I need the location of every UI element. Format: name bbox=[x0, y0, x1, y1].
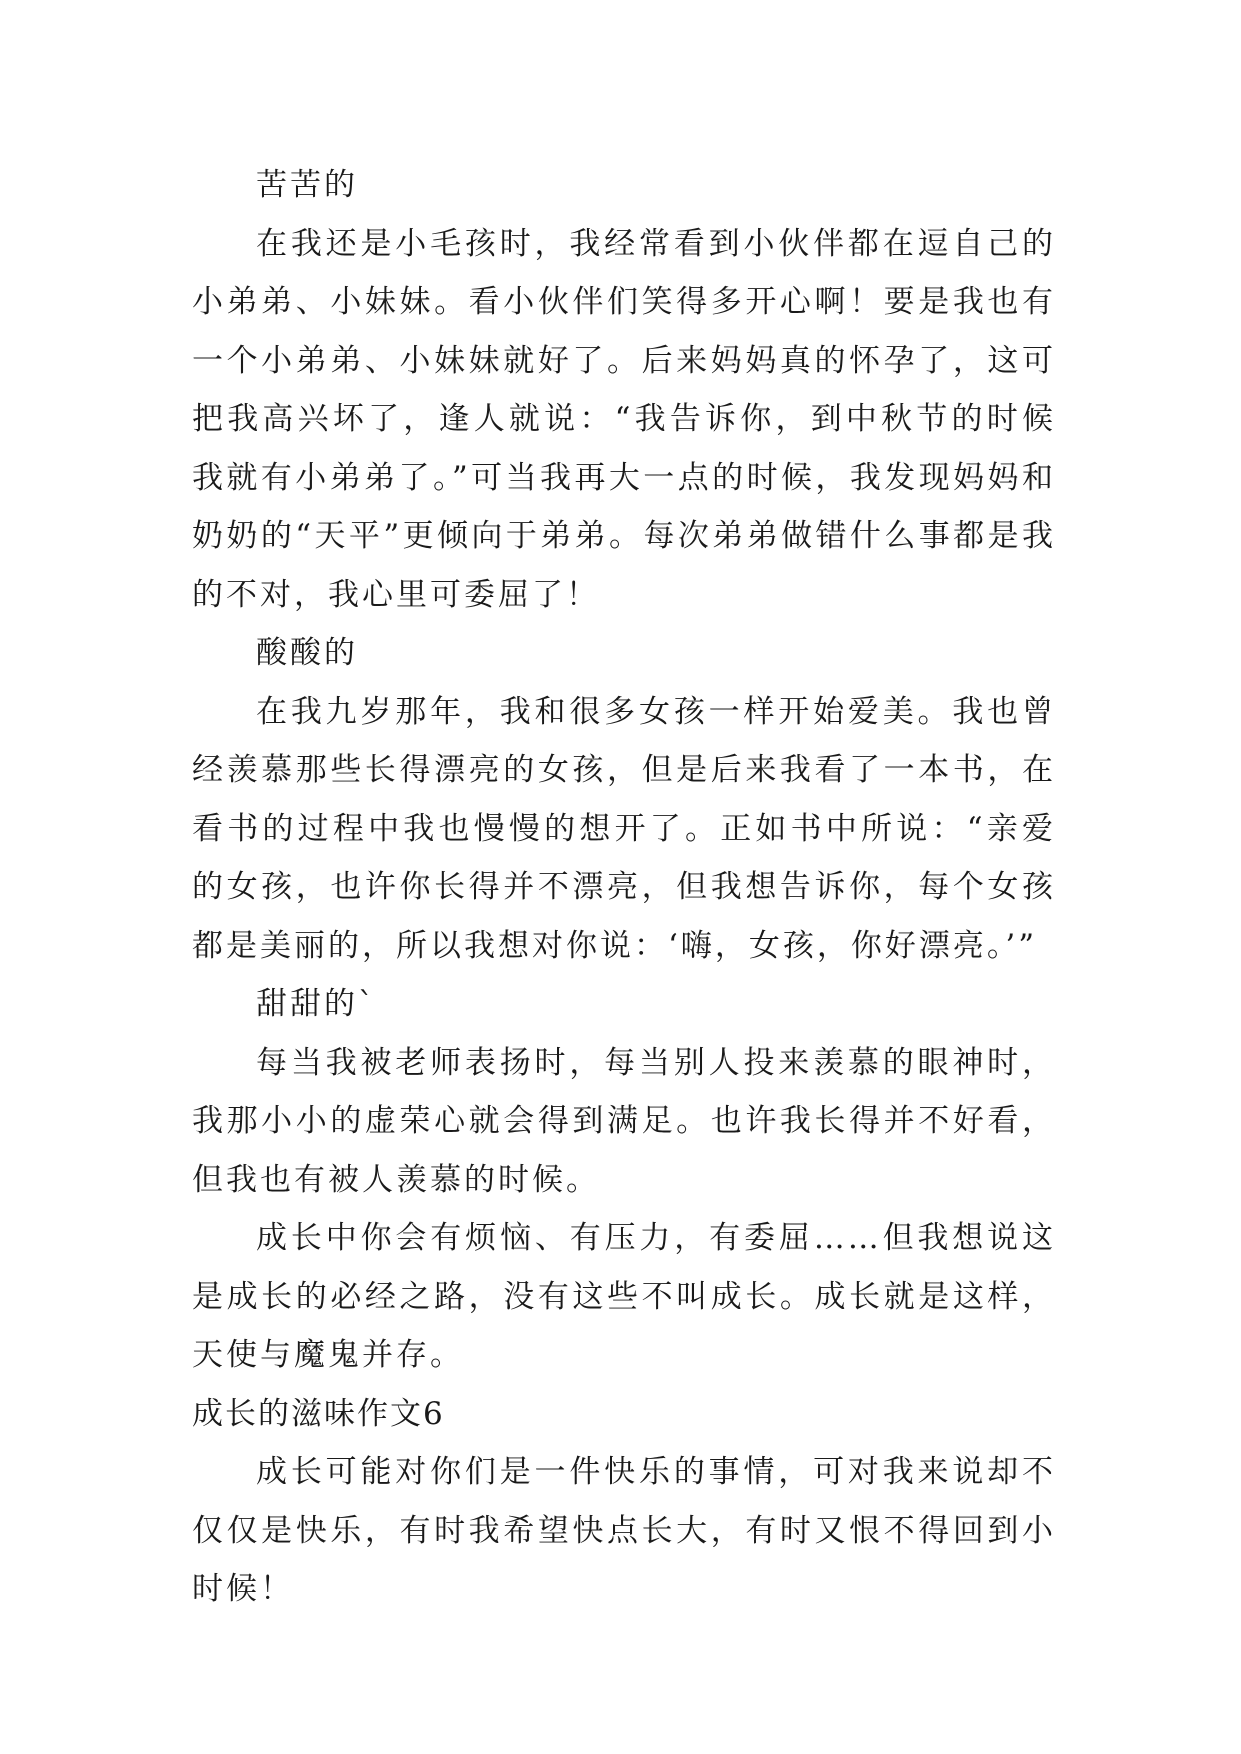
essay-title: 成长的滋味作文6 bbox=[192, 1395, 445, 1432]
paragraph-conclusion: 成长中你会有烦恼、有压力，有委屈……但我想说这是成长的必经之路，没有这些不叫成长。成长就是这样，天使与魔鬼并存。 bbox=[192, 1220, 1056, 1373]
subheading-sour: 酸酸的 bbox=[256, 635, 358, 671]
paragraph-sour: 在我九岁那年，我和很多女孩一样开始爱美。我也曾经羡慕那些长得漂亮的女孩，但是后来我看了一本书，在看书的过程中我也慢慢的想开了。正如书中所说：“亲爱的女孩，也许你长得并不漂亮，但我想告诉你，每个女孩都是美丽的，所以我想对你说：‘嗨，女孩，你好漂亮。’” bbox=[192, 693, 1056, 964]
document-body bbox=[192, 156, 1056, 1619]
subheading-bitter: 苦苦的 bbox=[256, 167, 358, 203]
subheading-sweet: 甜甜的` bbox=[256, 986, 377, 1022]
paragraph-bitter: 在我还是小毛孩时，我经常看到小伙伴都在逗自己的小弟弟、小妹妹。看小伙伴们笑得多开心啊！要是我也有一个小弟弟、小妹妹就好了。后来妈妈真的怀孕了，这可把我高兴坏了，逢人就说：“我告诉你，到中秋节的时候我就有小弟弟了。”可当我再大一点的时候，我发现妈妈和奶奶的“天平”更倾向于弟弟。每次弟弟做错什么事都是我的不对，我心里可委屈了！ bbox=[192, 225, 1056, 613]
paragraph-sweet: 每当我被老师表扬时，每当别人投来羡慕的眼神时，我那小小的虚荣心就会得到满足。也许我长得并不好看，但我也有被人羡慕的时候。 bbox=[192, 1044, 1056, 1198]
paragraph-essay-intro: 成长可能对你们是一件快乐的事情，可对我来说却不仅仅是快乐，有时我希望快点长大，有时又恨不得回到小时候！ bbox=[192, 1454, 1056, 1607]
